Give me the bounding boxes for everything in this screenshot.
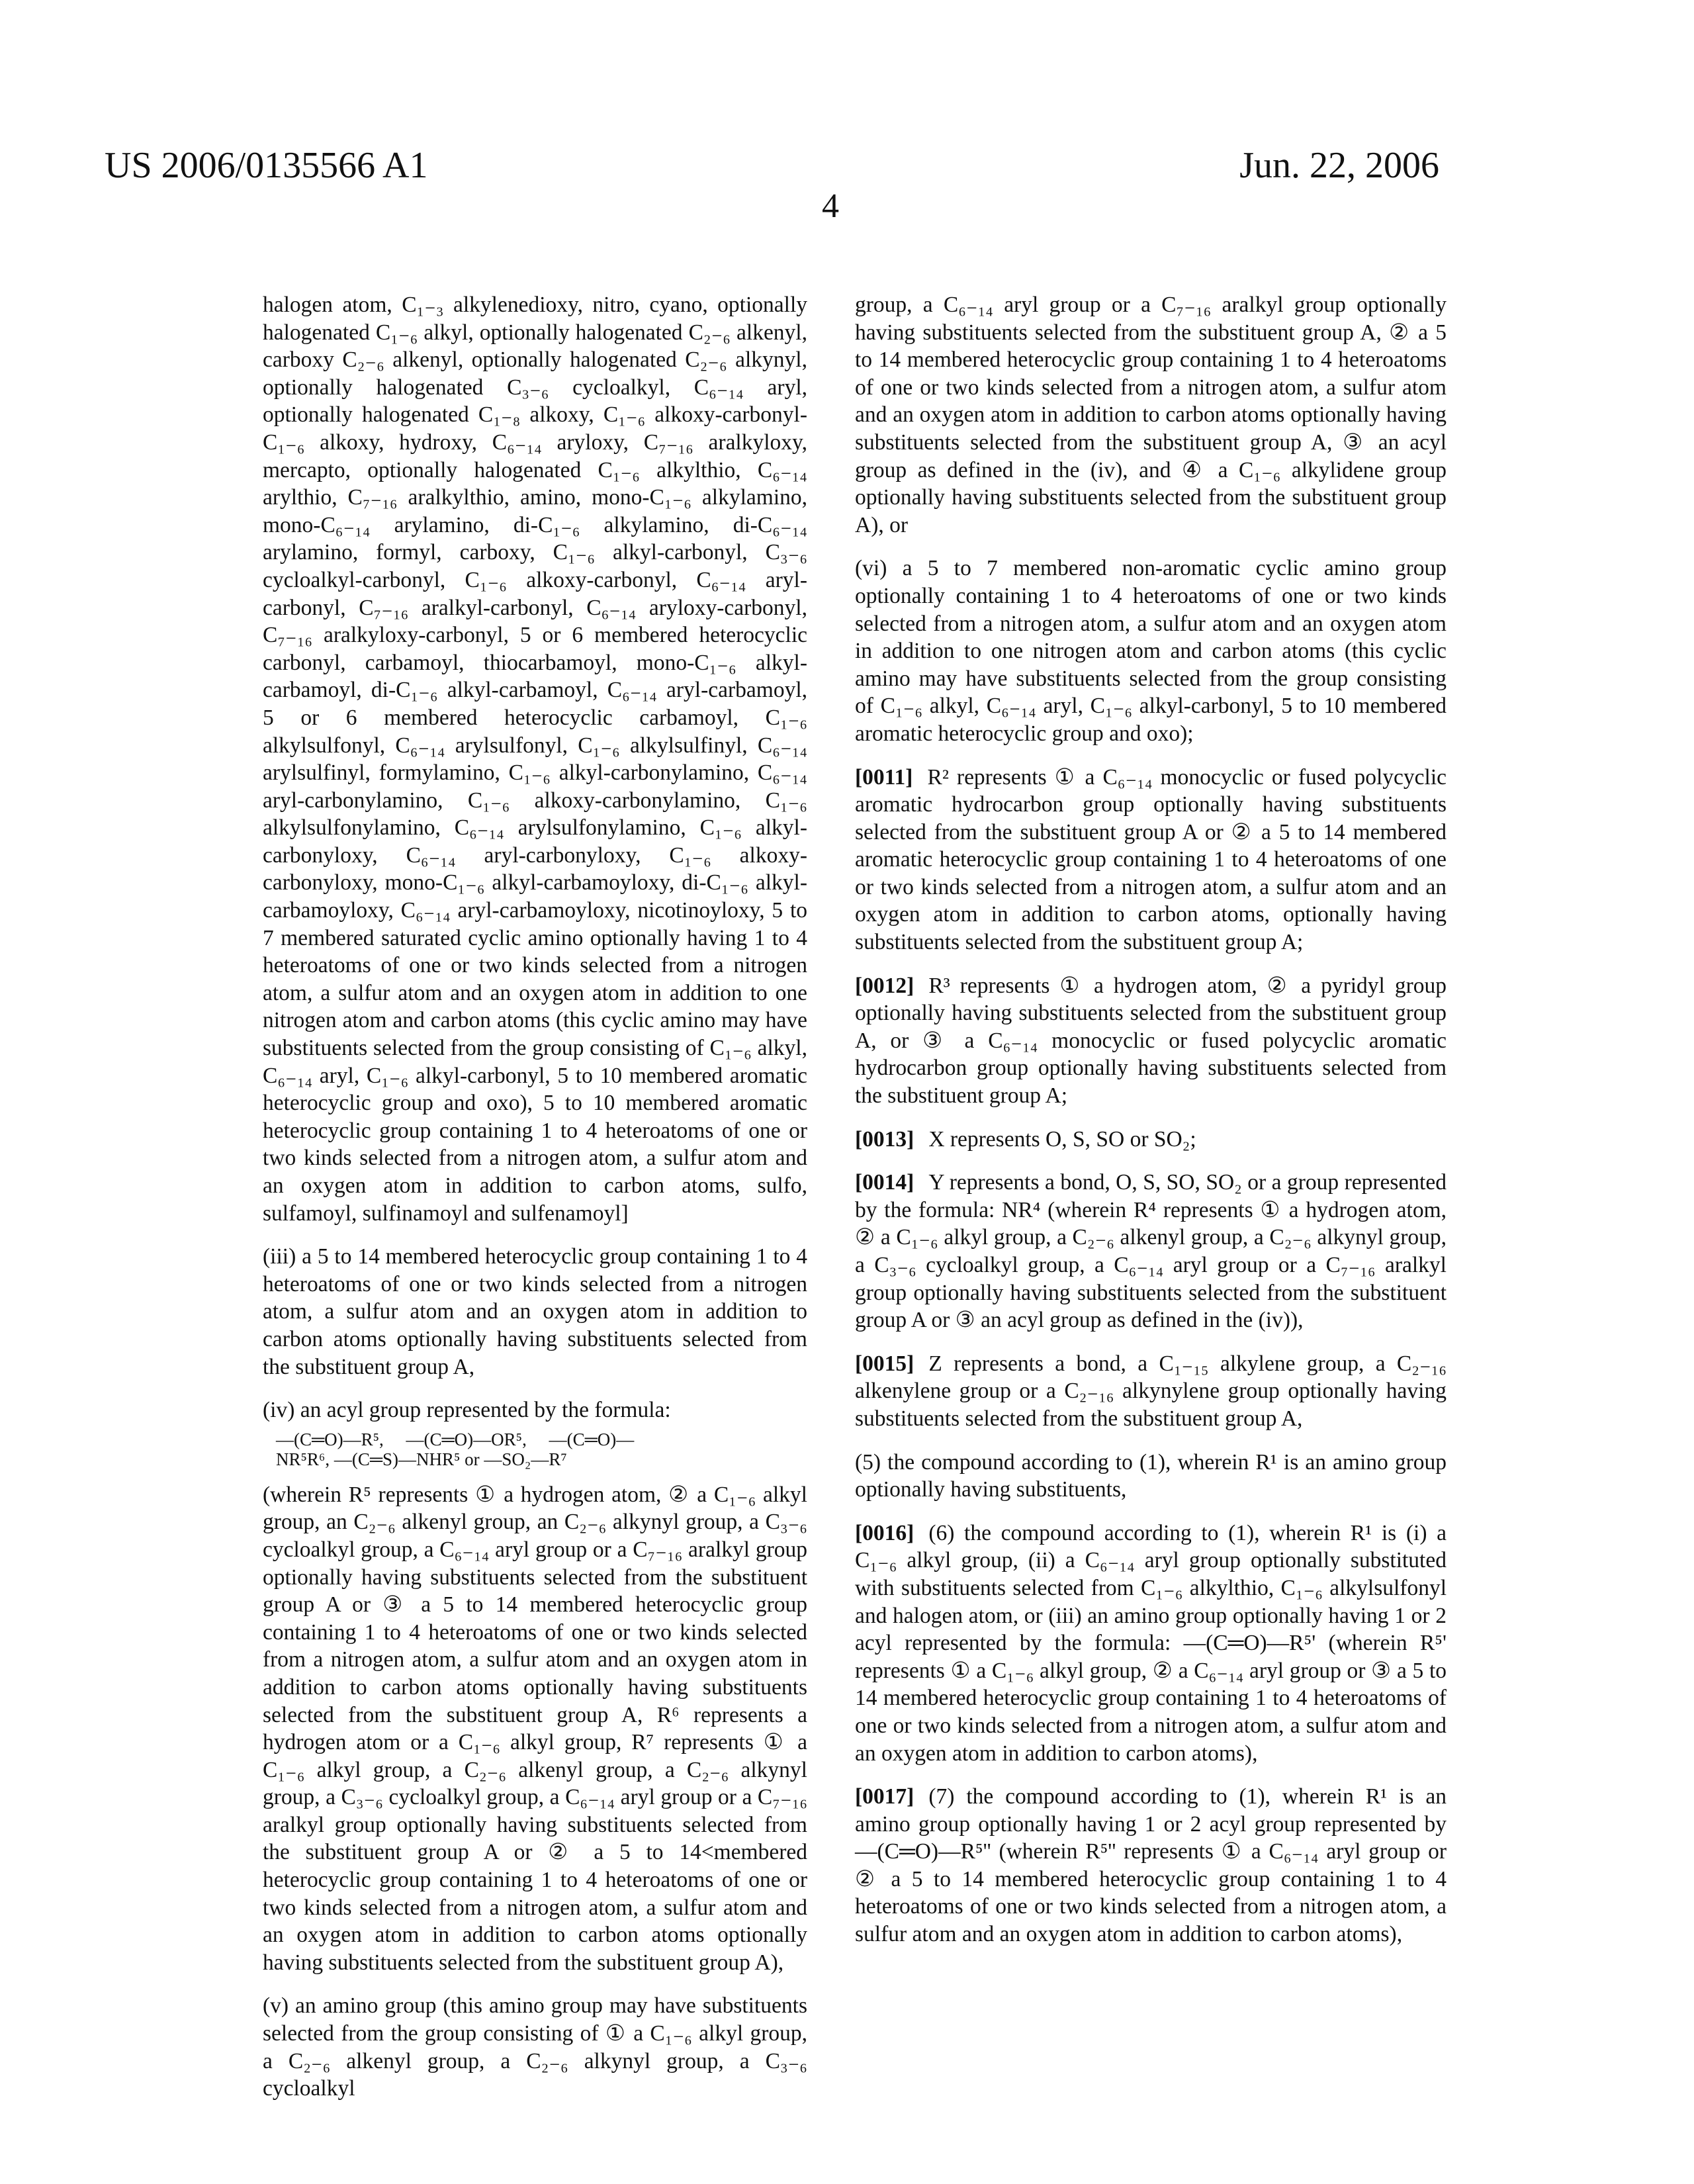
paragraph-number: [0017]	[855, 1784, 914, 1809]
right-column	[855, 291, 1447, 1964]
left-column	[263, 291, 807, 2118]
numbered-paragraph	[855, 1126, 1447, 1154]
numbered-paragraph	[855, 1350, 1447, 1433]
paragraph: (v) an amino group (this amino group may have substituents selected from the group consisting of ① a C₁₋₆ alkyl group, a C₂₋₆ alkenyl group, a C₂₋₆ alkynyl group, a C₃₋₆ cycloalkyl	[263, 1992, 807, 2102]
numbered-paragraph	[855, 764, 1447, 956]
numbered-paragraph	[855, 1169, 1447, 1334]
paragraph: group, a C₆₋₁₄ aryl group or a C₇₋₁₆ aralkyl group optionally having substituents selected from the substituent group A, ② a 5 to 14 membered heterocyclic group containing 1 to 4 heteroatoms of one or two kinds selected from a nitrogen atom, a sulfur atom and an oxygen atom in addition to carbon atoms optionally having substituents selected from the substituent group A, ③ an acyl group as defined in the (iv), and ④ a C₁₋₆ alkylidene group optionally having substituents selected from the substituent group A), or	[855, 291, 1447, 539]
paragraph-text: R³ represents ① a hydrogen atom, ② a pyridyl group optionally having substituents selected from the substituent group A, or ③ a C₆₋₁₄ monocyclic or fused polycyclic aromatic hydrocarbon group optionally having substituents selected from the substituent group A;	[855, 974, 1447, 1108]
paragraph-number: [0015]	[855, 1351, 914, 1376]
paragraph-text: R² represents ① a C₆₋₁₄ monocyclic or fused polycyclic aromatic hydrocarbon group optionally having substituents selected from the substituent group A or ② a 5 to 14 membered aromatic heterocyclic group containing 1 to 4 heteroatoms of one or two kinds selected from a nitrogen atom, a sulfur atom and an oxygen atom in addition to carbon atoms, optionally having substituents selected from the substituent group A;	[855, 765, 1447, 955]
paragraph-number: [0011]	[855, 765, 913, 790]
paragraph: halogen atom, C₁₋₃ alkylenedioxy, nitro, cyano, optionally halogenated C₁₋₆ alkyl, optionally halogenated C₂₋₆ alkenyl, carboxy C₂₋₆ alkenyl, optionally halogenated C₂₋₆ alkynyl, optionally halogenated C₃₋₆ cycloalkyl, C₆₋₁₄ aryl, optionally halogenated C₁₋₈ alkoxy, C₁₋₆ alkoxy-carbonyl-C₁₋₆ alkoxy, hydroxy, C₆₋₁₄ aryloxy, C₇₋₁₆ aralkyloxy, mercapto, optionally halogenated C₁₋₆ alkylthio, C₆₋₁₄ arylthio, C₇₋₁₆ aralkylthio, amino, mono-C₁₋₆ alkylamino, mono-C₆₋₁₄ arylamino, di-C₁₋₆ alkylamino, di-C₆₋₁₄ arylamino, formyl, carboxy, C₁₋₆ alkyl-carbonyl, C₃₋₆ cycloalkyl-carbonyl, C₁₋₆ alkoxy-carbonyl, C₆₋₁₄ aryl-carbonyl, C₇₋₁₆ aralkyl-carbonyl, C₆₋₁₄ aryloxy-carbonyl, C₇₋₁₆ aralkyloxy-carbonyl, 5 or 6 membered heterocyclic carbonyl, carbamoyl, thiocarbamoyl, mono-C₁₋₆ alkyl-carbamoyl, di-C₁₋₆ alkyl-carbamoyl, C₆₋₁₄ aryl-carbamoyl, 5 or 6 membered heterocyclic carbamoyl, C₁₋₆ alkylsulfonyl, C₆₋₁₄ arylsulfonyl, C₁₋₆ alkylsulfinyl, C₆₋₁₄ arylsulfinyl, formylamino, C₁₋₆ alkyl-carbonylamino, C₆₋₁₄ aryl-carbonylamino, C₁₋₆ alkoxy-carbonylamino, C₁₋₆ alkylsulfonylamino, C₆₋₁₄ arylsulfonylamino, C₁₋₆ alkyl-carbonyloxy, C₆₋₁₄ aryl-carbonyloxy, C₁₋₆ alkoxy-carbonyloxy, mono-C₁₋₆ alkyl-carbamoyloxy, di-C₁₋₆ alkyl-carbamoyloxy, C₆₋₁₄ aryl-carbamoyloxy, nicotinoyloxy, 5 to 7 membered saturated cyclic amino optionally having 1 to 4 heteroatoms of one or two kinds selected from a nitrogen atom, a sulfur atom and an oxygen atom in addition to one nitrogen atom and carbon atoms (this cyclic amino may have substituents selected from the group consisting of C₁₋₆ alkyl, C₆₋₁₄ aryl, C₁₋₆ alkyl-carbonyl, 5 to 10 membered aromatic heterocyclic group and oxo), 5 to 10 membered aromatic heterocyclic group containing 1 to 4 heteroatoms of one or two kinds selected from a nitrogen atom, a sulfur atom and an oxygen atom in addition to carbon atoms, sulfo, sulfamoyl, sulfinamoyl and sulfenamoyl]	[263, 291, 807, 1227]
publication-date: Jun. 22, 2006	[1239, 144, 1439, 187]
chemical-formula	[276, 1430, 807, 1469]
paragraph-number: [0016]	[855, 1521, 914, 1545]
paragraph-text: (6) the compound according to (1), wherein R¹ is (i) a C₁₋₆ alkyl group, (ii) a C₆₋₁₄ aryl group optionally substituted with substituents selected from C₁₋₆ alkylthio, C₁₋₆ alkylsulfonyl and halogen atom, or (iii) an amino group optionally having 1 or 2 acyl represented by the formula: —(C═O)—R⁵' (wherein R⁵' represents ① a C₁₋₆ alkyl group, ② a C₆₋₁₄ aryl group or ③ a 5 to 14 membered heterocyclic group containing 1 to 4 heteroatoms of one or two kinds selected from a nitrogen atom, a sulfur atom and an oxygen atom in addition to carbon atoms),	[855, 1521, 1447, 1766]
paragraph: (wherein R⁵ represents ① a hydrogen atom, ② a C₁₋₆ alkyl group, an C₂₋₆ alkenyl group, an C₂₋₆ alkynyl group, a C₃₋₆ cycloalkyl group, a C₆₋₁₄ aryl group or a C₇₋₁₆ aralkyl group optionally having substituents selected from the substituent group A or ③ a 5 to 14 membered heterocyclic group containing 1 to 4 heteroatoms of one or two kinds selected from a nitrogen atom, a sulfur atom and an oxygen atom in addition to carbon atoms optionally having substituents selected from the substituent group A, R⁶ represents a hydrogen atom or a C₁₋₆ alkyl group, R⁷ represents ① a C₁₋₆ alkyl group, a C₂₋₆ alkenyl group, a C₂₋₆ alkynyl group, a C₃₋₆ cycloalkyl group, a C₆₋₁₄ aryl group or a C₇₋₁₆ aralkyl group optionally having substituents selected from the substituent group A or ② a 5 to 14<membered heterocyclic group containing 1 to 4 heteroatoms of one or two kinds selected from a nitrogen atom, a sulfur atom and an oxygen atom in addition to carbon atoms optionally having substituents selected from the substituent group A),	[263, 1481, 807, 1977]
publication-number: US 2006/0135566 A1	[105, 144, 428, 187]
paragraph: (vi) a 5 to 7 membered non-aromatic cyclic amino group optionally containing 1 to 4 heteroatoms of one or two kinds selected from a nitrogen atom, a sulfur atom and an oxygen atom in addition to one nitrogen atom and carbon atoms (this cyclic amino may have substituents selected from the group consisting of C₁₋₆ alkyl, C₆₋₁₄ aryl, C₁₋₆ alkyl-carbonyl, 5 to 10 membered aromatic heterocyclic group and oxo);	[855, 555, 1447, 747]
numbered-paragraph	[855, 972, 1447, 1110]
paragraph-number: [0012]	[855, 974, 914, 998]
numbered-paragraph	[855, 1783, 1447, 1948]
paragraph-text: X represents O, S, SO or SO₂;	[928, 1127, 1196, 1152]
formula-line: —(C═O)—R⁵, —(C═O)—OR⁵, —(C═O)—	[276, 1430, 807, 1449]
paragraph: (5) the compound according to (1), wherein R¹ is an amino group optionally having substituents,	[855, 1449, 1447, 1504]
paragraph-text: Y represents a bond, O, S, SO, SO₂ or a group represented by the formula: NR⁴ (wherein R⁴ represents ① a hydrogen atom, ② a C₁₋₆ alkyl group, a C₂₋₆ alkenyl group, a C₂₋₆ alkynyl group, a C₃₋₆ cycloalkyl group, a C₆₋₁₄ aryl group or a C₇₋₁₆ aralkyl group optionally having substituents selected from the substituent group A or ③ an acyl group as defined in the (iv)),	[855, 1170, 1447, 1332]
paragraph-text: Z represents a bond, a C₁₋₁₅ alkylene group, a C₂₋₁₆ alkenylene group or a C₂₋₁₆ alkynylene group optionally having substituents selected from the substituent group A,	[855, 1351, 1447, 1431]
paragraph-number: [0014]	[855, 1170, 914, 1195]
formula-line: NR⁵R⁶, —(C═S)—NHR⁵ or —SO₂—R⁷	[276, 1449, 807, 1469]
numbered-paragraph	[855, 1520, 1447, 1767]
paragraph-number: [0013]	[855, 1127, 914, 1152]
paragraph: (iv) an acyl group represented by the formula:	[263, 1396, 807, 1424]
paragraph: (iii) a 5 to 14 membered heterocyclic group containing 1 to 4 heteroatoms of one or two kinds selected from a nitrogen atom, a sulfur atom and an oxygen atom in addition to carbon atoms optionally having substituents selected from the substituent group A,	[263, 1243, 807, 1381]
paragraph-text: (7) the compound according to (1), wherein R¹ is an amino group optionally having 1 or 2 acyl group represented by —(C═O)—R⁵'' (wherein R⁵'' represents ① a C₆₋₁₄ aryl group or ② a 5 to 14 membered heterocyclic group containing 1 to 4 heteroatoms of one or two kinds selected from a nitrogen atom, a sulfur atom and an oxygen atom in addition to carbon atoms),	[855, 1784, 1447, 1946]
page-number: 4	[0, 187, 1661, 226]
